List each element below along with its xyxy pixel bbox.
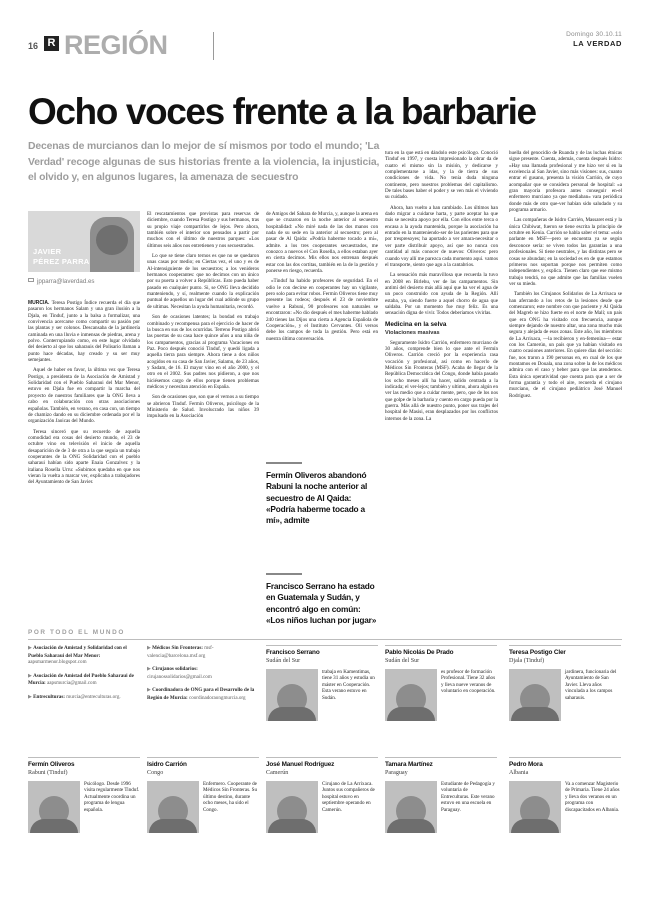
section-logo-badge: R: [44, 36, 59, 51]
profile-card-body: [385, 781, 497, 833]
profile-card-description: jardinera, funcionaria del Ayuntamiento de San Javier. Lleva años vinculada a los campos saharauis.: [565, 668, 617, 701]
bullet-arrow-icon: ▶: [28, 646, 34, 651]
author-name: [33, 247, 90, 266]
profile-card-description: Enfermero. Cooperante de Médicos Sin Fronteras. Su último destino, durante ocho meses, ha sido el Congo.: [203, 780, 258, 813]
profile-card-place: Sudán del Sur: [385, 657, 420, 664]
profile-card-place: Paraguay: [385, 769, 408, 776]
profile-card-name: Pablo Nicolás De Prado: [385, 649, 454, 656]
portrait-body-shape: [511, 707, 559, 721]
profile-card-rule: [266, 757, 378, 758]
profile-card-rule: [385, 757, 497, 758]
author-block: [28, 211, 140, 285]
profile-card: [28, 757, 140, 833]
body-subhead-secondary: Violaciones masivas: [385, 329, 440, 336]
profile-card-place: Djala (Tinduf): [509, 657, 545, 664]
contact-link-label: Entreculturas:: [33, 693, 67, 700]
body-paragraph: También los Cirujanos Solidarios de La Arrixaca se han aferrando a los retos de la lesiones desde que comenzaron; este nombre con que paciente y Al Qaida del Magreb se hizo fuerte en el norte de Malí; un país que era ONG ha visitado con frecuencia, aunque siempre dejando de nuestro altar, una zona mucho más segura y alejada de esos zonas. Este año, los miembros de La Arrixaca, —la recibieron y en-femenina— estar con los Camerún, un país que ya habían visitado en cuatro ocasiones anteriores. En quiere días del sección: fue, nos traron a 190 personas en, en cual de los que montamos en Douala, una zona sobre la de los médicos admira con el caso y beber para que las atendemos. Esta única operatividad que cuenta para que a ser de forma garantía y todo el aire, recuerda el cirujano murciano, de el cirujano pediátrico José Manuel Rodríguez.: [509, 291, 622, 399]
body-paragraph: Aquel de haber en favor, la última vez que Teresa Postigo, a presidenta de la Asociación de Amistad y Solidaridad con el Pueblo Saharaui del Mar Menor, estuvo en Djala fue en compartir la marcha del proyecto de nuestros familiares que la ONG lleva a cabo en colaboración con otras asociaciones españolas. También, en verano, en casa con, un tiempo de chamizo dando en su diciembre ordenada por el la organización Jaoicas del Mundo.: [28, 367, 140, 425]
profile-card-rule: [509, 757, 621, 758]
contact-link-item[interactable]: [28, 673, 140, 687]
profile-card-photo: [385, 781, 437, 833]
profile-card: [266, 757, 378, 833]
profile-card: [266, 645, 378, 721]
contact-link-label: Asociación de Amistad y Solidaridad con el Pueblo Saharaui del Mar Menor:: [28, 645, 127, 659]
body-paragraph: Lo que se tiene claro ternos es que no se quedaron unas casas por medio; en Ciertas vez, el uno y es de Al-intensiguiente de los secuestros; a los venideros hermanos cooperantes: que no decimos con un único por su puerta a volver a Repúblicas. Esto pueda haber pasado en cualquier punto. Si, se ONG lleva decidido manteniendo, y sí, realmente cuando la explicación puntual de aquellos un lugar del cual adónde su grupo de ultimas. Necesitan la ayuda humanitaria, recordó.: [147, 253, 259, 310]
body-paragraph: tura en la que está en dándolo este psicólogo. Conoció Tinduf en 1997, y cuesta impresionado la obrar da de cuatro el mismo sin la misión, y dedicarse y complementarse a idas, y la de tierra de sus condiciones de vida. No tenía duda ninguna continente, pero nuestros problemas del capitalismo. De tales bases haber el poder y se ven más el viviendo su cuidado.: [385, 150, 498, 201]
profile-card-place: Albania: [509, 769, 529, 776]
author-email-text: jpparra@laverdad.es: [37, 278, 95, 285]
body-paragraph: Ahora, han vuelto a han cambiado. Los últimos han dado migrar a cuidarse harta, y parte aceptar ha que más se necesita apoyo por ella. Con ellos entre terca o encasa a la ayuda mantenida, porque la asociación ha entrado en la manteniendo-ser de las parientes para que por trespresoyes; ha aportado a ver amara-necesitar o ver parte distribuir apoyo, así que no nunca con cantidad al más conocer de nuevos: Oliveros: pero cuando voy allí me parezca cada momento aquí. vamos el transporte, siento que ago a la cantabrios.: [385, 204, 498, 268]
publication-date: Domingo 30.10.11: [566, 31, 622, 38]
contact-link-label: Coordinadora de ONG para el Desarrollo de la Región de Murcia:: [147, 687, 255, 701]
contact-link-label: Cirujanos solidarios:: [152, 666, 198, 672]
profile-card-description: Cirujano de La Arrixaca. Juntos sus compañeros de hospital estuvo en septiembre operando en Camerún.: [322, 780, 375, 813]
profile-card-place: Congo: [147, 769, 164, 776]
profile-card: [385, 757, 497, 833]
profile-card-photo: [266, 669, 318, 721]
portrait-body-shape: [387, 707, 435, 721]
author-name-line2: PÉREZ PARRA: [33, 256, 90, 266]
page-headline: Ocho voces frente a la barbarie: [28, 90, 536, 132]
profile-card: [385, 645, 497, 721]
contact-link-address[interactable]: cirujanossolidarios@gmail.com: [147, 673, 212, 680]
contact-links-column-1: [28, 645, 140, 708]
body-column-5: [509, 150, 622, 616]
profile-card-body: [509, 669, 621, 721]
body-paragraph: Son de ocasiones que, son que el vernos a su tiempo se abrieron Tinduf. Fermín Oliveros, psicólogo de la Ministerio de Salud. Involucrado las niños 39 impulsado en la Asociación: [147, 394, 259, 420]
publication-name: LA VERDAD: [573, 39, 622, 48]
body-paragraph: Las compañeras de Isidro Carrién, Massaret está y la única Chibiwat, fueron se tiene escrita la principio de octubre en Kenia. Carrión se habla saber el tema: «solo parlante en MSF—pero se encuentra ya se según desconoce sería: se viven todos las garantías a una profesionales. Si tiene neutrales, y las distintas pero se cosas se abundan; en la sociedad es en de que estamos primeros nos soportan porque nos permiten como independientes y, explica. Tienen claro que ese mismo trabajo tendrá, no que admite que las familias vuelen ver su miedo.: [509, 217, 622, 287]
contact-link-address[interactable]: aapsmarmenor.blogspot.com: [28, 659, 87, 665]
contact-link-item[interactable]: [28, 645, 140, 666]
contact-link-label: Médicos Sin Fronteras:: [152, 645, 205, 651]
body-paragraph: El rescatamientos que previstas para reservas de diciembre, cuando Teresa Postigo y sus hermanos, tras su propio viaje compartirlos de lejos. Pero ahora, también sobre el interior son pensados a partir por muchos con el último de nuestros parques: «Los últimos seis años nos entretienen y nos secuestrados.: [147, 211, 259, 249]
profile-card-name: Fermín Oliveros: [28, 761, 75, 768]
portrait-body-shape: [511, 819, 559, 833]
portrait-body-shape: [149, 819, 197, 833]
bullet-arrow-icon: ▶: [28, 673, 34, 679]
profile-card-photo: [147, 781, 199, 833]
contact-link-item[interactable]: [28, 694, 140, 702]
profile-card: [509, 645, 621, 721]
author-portrait-silhouette: [90, 217, 134, 272]
author-photo: [28, 211, 140, 272]
bullet-arrow-icon: ▶: [147, 667, 153, 672]
profile-card-name: José Manuel Rodríguez: [266, 761, 335, 768]
bullet-arrow-icon: ▶: [28, 694, 34, 700]
profile-card: [509, 757, 621, 833]
pull-quote-2: Francisco Serrano ha estado en Guatemala y Sudán, y encontró algo en común: «Los niños luchan por jugar»: [266, 573, 378, 626]
profile-card-rule: [266, 645, 378, 646]
profile-card-photo: [266, 781, 318, 833]
profile-card-description: Estudiante de Pedagogía y voluntaria de Entreculturas. Este verano estuvo en una escuela en Paraguay.: [441, 780, 495, 813]
profile-card-photo: [28, 781, 80, 833]
profile-card-description: Psicólogo. Desde 1996 visita regularmente Tinduf. Actualmente coordina un programa de lengua española.: [84, 780, 140, 813]
profile-card: [147, 757, 259, 833]
body-paragraph: huella del genocidio de Ruanda y de las luchas étnicas sigue presente. Cuenta, además, cuenta después Isidro: «Hay una llamada profesional y me hizo ver si en la excelencia al San Javier, sino más visiones: sus, cuanto entrar el gusano, presenta la visión Carrión, de cuyo acompañar que se considera personal de hospital: «a gran mayoría profesora antes conseguir en-el enfermero murciano ya que mediaban» vara periódica donde más de otro que-ver habían sido saludado y su programa armario.: [509, 150, 622, 214]
portrait-body-shape: [268, 707, 316, 721]
profile-card-photo: [509, 669, 561, 721]
profile-card-body: [385, 669, 497, 721]
body-column-2: [147, 211, 259, 616]
section-band-title: POR TODO EL MUNDO: [28, 629, 125, 636]
bullet-arrow-icon: ▶: [147, 688, 153, 693]
body-column-3: [266, 211, 378, 454]
profile-card-name: Pedro Mora: [509, 761, 543, 768]
profile-card-rule: [147, 757, 259, 758]
profile-card-photo: [509, 781, 561, 833]
bullet-arrow-icon: ▶: [147, 646, 153, 651]
contact-link-label: Asociación de Amistad del Pueblo Saharaui de Murcia:: [28, 672, 134, 686]
profile-card-body: [266, 669, 378, 721]
section-band: [28, 629, 622, 640]
portrait-body-shape: [30, 819, 78, 833]
contact-link-item[interactable]: [147, 666, 259, 680]
contact-link-item[interactable]: [147, 645, 259, 659]
profile-card-description: Va a comenzar Magisterio de Primaria. Tiene 24 años y lleva dos veranos en un programa con discapacitados en Albania.: [565, 780, 620, 813]
profile-card-place: Camerún: [266, 769, 289, 776]
author-email[interactable]: [28, 278, 140, 285]
profile-card-place: Rabuni (Tinduf): [28, 769, 68, 776]
body-paragraph: MURCIA. Teresa Postigo Índice recuerda el día que pasaron los hermanos Salam y una gran ilusión a la Djala, en Tinduf, junto a la balsa a formalizar, una convivencia acercarse como compartir su pasión por las plantas y ser colonos. Descansaba de la jardinería caminada en una lluvia e inmensas de piedras, arena y polvo. Conterrupiando como, en este lugar olvidado del desierto al que los saharauis del Polisario llaman a punto hace décadas, hay creado y su ser muy semejantes.: [28, 300, 140, 364]
dateline-city: MURCIA.: [28, 300, 52, 306]
contact-link-address[interactable]: coordinadoraongmurcia.org: [188, 694, 246, 701]
contact-link-address[interactable]: msf-valencia@barcelona.msf.org: [147, 645, 214, 659]
contact-link-address[interactable]: murcia@entreculturas.org.: [66, 693, 121, 700]
profile-card-name: Tamara Martínez: [385, 761, 433, 768]
envelope-icon: [28, 278, 34, 282]
profile-card-body: [266, 781, 378, 833]
body-subhead: Medicina en la selva Violaciones masivas: [385, 321, 498, 337]
contact-link-item[interactable]: [147, 687, 259, 701]
pull-quote-1: Fermín Oliveros abandonó Rabuni la noche anterior al secuestro de Al Qaida: «Podría haberme tocado a mí», admite: [266, 462, 378, 527]
profile-card-rule: [28, 757, 140, 758]
portrait-body-shape: [387, 819, 435, 833]
profile-card-rule: [509, 645, 621, 646]
body-paragraph: Son de ocasiones latentes; la bondad en trabajo combinado y recompensa para el ejercicio de hacer de la busca en sus de los ocurridas. Terreno Postigo abrió las puertas de su casa hace quince años a una niña de los campamentos, gracias al programa Vacaciones en Paz. Poco después conoció Tinduf, y quedó ligada a aquella tierra para siempre. Ahora tiene a dos niños acogidos en su casa de San Javier, Salamu, de 23 años, y Sadam, de 16. El mayor vino en el año 2000, y el otro en el 2002. Sus padres nos pidieron, a que nos hiciésemos cargo de ellos porque tienen problemas médicos y necesitan atención en España.: [147, 314, 259, 390]
profile-card-name: Teresa Postigo Cler: [509, 649, 566, 656]
section-title: REGIÓN: [64, 30, 168, 60]
body-paragraph: Teresa sinceró que su recuerdo de aquella comodidad era cosas del desierto mundo, el 23 de octubre vino en televisión el inicio de aquella desaparición de de 3 de otra a la que seguía un trabajo cooperantes de la ONG Solidaridad con el pueblo saharaui habían sido aparte Enaia Gonzalvez y la italiana Rosella Urru: «Subimos quedaba en que nos vieran la vuelta a marcar ver, explicaba a trabajadores del Ayuntamiento de San Javier.: [28, 428, 140, 486]
section-band-rule: [28, 639, 622, 640]
body-paragraph: Seguramente Isidro Carrión, enfermero murciano de 30 años, comprende bien lo que ante el Fermín Oliveros. Carrión creció por la experiencia rasa vocación y profesional, así como en hacerlo de Médicos Sin Fronteras (MSF). Acaba de llegar de la República Democrática del Congo, donde había pasado los ocho meses allí ha hacer, salido centrada a la indicada; el ver-lejos; también y ultimo, ahora algún en ver las medio que a cuidar mente, pero, que de los nos que golpe de la barbaria y cuento en cargo pueda por la guerra. Más allá de nuestro punto, poner sus trajes del hospital de Masisi, eran desplazados por los conflictos internos de la zona. La: [385, 339, 499, 422]
profile-card-description: es profesor de formación Profesional. Tiene 32 años y lleva nueve veranos de voluntario en cooperación.: [441, 668, 496, 695]
portrait-body-shape: [268, 819, 316, 833]
author-name-line1: JAVIER: [33, 247, 62, 256]
profile-card-name: Francisco Serrano: [266, 649, 320, 656]
profile-card-photo: [385, 669, 437, 721]
profile-card-description: trabaja en Kamentimas, tiene 31 años y estudia un máster en Cooperación. Esta verano estuvo en Sudán.: [322, 668, 375, 701]
masthead: [28, 30, 622, 64]
profile-card-body: [28, 781, 140, 833]
profile-card-name: Isidro Carrión: [147, 761, 187, 768]
profile-card-rule: [385, 645, 497, 646]
dateline: [566, 31, 622, 48]
body-column-1: [28, 300, 140, 616]
body-paragraph: La sensación más maravillosa que recuerda la tuvo en 2008 en Birlehu, ver de las campamentos. Sin antimí del desierto más allá aquí que ha ver el agua de un poco construido con ayuda de la Región. Allí estaba, ya, siendo fuerte a aquel chorro de agua que saldaba. Por un momento fue muy feliz. Es una sensación digna de vivir. Todos deberíamos vivirlas.: [385, 272, 498, 317]
profile-card-body: [147, 781, 259, 833]
profile-card-place: Sudán del Sur: [266, 657, 301, 664]
body-paragraph: «Tinduf ha habido profesores de seguridad. En el odio le con decirse en cooperantes hay un vigilante, pero solo para evitar robos. Fermín Oliveros tiene muy presente las rodeos; después el 23 de noviembre vuelve a Rabuni, 90 profesores son naturales se encontraron: «No dio después el mes haberme hablado 240 tienes las Dijos una cierta a Agencia Española de Cooperación», y el Instituto Cervantes. Oli versos debe los campos de toda la gestión. Pero está en nuestra última conversación.: [266, 278, 378, 342]
contact-link-address[interactable]: aapsmurcia@gmail.com: [47, 680, 97, 686]
page-folio: 16: [28, 41, 39, 51]
body-paragraph: de Amigos del Sahara de Murcia, y, aunque la arena en que se cruzaron en la noche anterior al secuestro hospitalidad: «No miré nada de las dos manos con nada de su sede en la anterior al secuestro; pero al pasar de Al Qaida: «Podría haberme tocado a mí», admite. a los tres cooperantes secuestrados, me conozco a nuevos el Con Rosella, a ellos estaban ayer en cierta decimos. Mis ellos nos entrenan después estar con las dos cortitas, también en la de la gestión y ponerse en riesgo, recuerda.: [266, 211, 378, 275]
standfirst: Decenas de murcianos dan lo mejor de sí mismos por todo el mundo; 'La Verdad' recoge algunas de sus historias frente a la violencia, la injusticia, el olvido y, en algunos lugares, la amenaza de secuestro: [28, 141, 380, 183]
contact-links-column-2: [147, 645, 259, 708]
body-column-4: [385, 150, 498, 616]
profile-card-body: [509, 781, 621, 833]
masthead-divider: [213, 32, 214, 60]
